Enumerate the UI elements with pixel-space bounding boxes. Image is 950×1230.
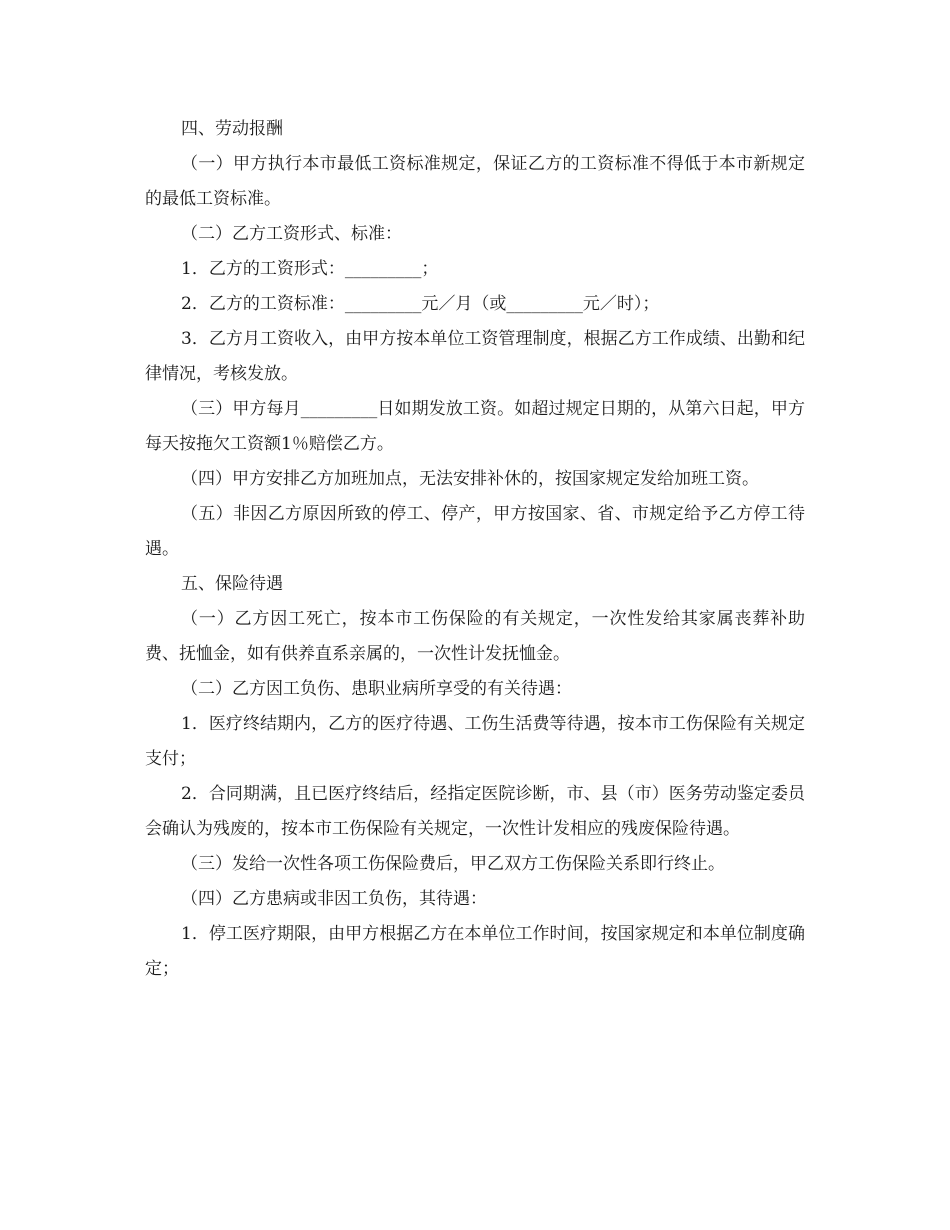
paragraph: （五）非因乙方原因所致的停工、停产，甲方按国家、省、市规定给予乙方停工待遇。	[145, 504, 805, 559]
paragraph: 1．停工医疗期限，由甲方根据乙方在本单位工作时间，按国家规定和本单位制度确定；	[145, 924, 805, 979]
paragraph: （三）甲方每月_________日如期发放工资。如超过规定日期的，从第六日起，甲方每天按拖欠工资额1％赔偿乙方。	[145, 399, 805, 454]
paragraph: （一）乙方因工死亡，按本市工伤保险的有关规定，一次性发给其家属丧葬补助费、抚恤金，如有供养直系亲属的，一次性计发抚恤金。	[145, 609, 805, 664]
section-heading-insurance: 五、保险待遇	[181, 574, 283, 594]
paragraph: 2．合同期满，且已医疗终结后，经指定医院诊断，市、县（市）医务劳动鉴定委员会确认为残废的，按本市工伤保险有关规定，一次性计发相应的残废保险待遇。	[145, 784, 805, 839]
paragraph: 3．乙方月工资收入，由甲方按本单位工资管理制度，根据乙方工作成绩、出勤和纪律情况，考核发放。	[145, 329, 805, 384]
paragraph: （四）甲方安排乙方加班加点，无法安排补休的，按国家规定发给加班工资。	[181, 469, 759, 489]
paragraph: （三）发给一次性各项工伤保险费后，甲乙双方工伤保险关系即行终止。	[181, 854, 725, 874]
section-heading-labor-remuneration: 四、劳动报酬	[181, 119, 283, 139]
paragraph: （二）乙方工资形式、标准：	[181, 224, 402, 244]
paragraph: 2．乙方的工资标准：_________元／月（或_________元／时）；	[181, 294, 660, 314]
paragraph: （四）乙方患病或非因工负伤，其待遇：	[181, 889, 487, 909]
paragraph: （一）甲方执行本市最低工资标准规定，保证乙方的工资标准不得低于本市新规定的最低工资标准。	[145, 154, 805, 209]
paragraph: 1．乙方的工资形式：_________；	[181, 259, 439, 279]
paragraph: 1．医疗终结期内，乙方的医疗待遇、工伤生活费等待遇，按本市工伤保险有关规定支付；	[145, 714, 805, 769]
paragraph: （二）乙方因工负伤、患职业病所享受的有关待遇：	[181, 679, 572, 699]
document-body	[145, 112, 805, 987]
